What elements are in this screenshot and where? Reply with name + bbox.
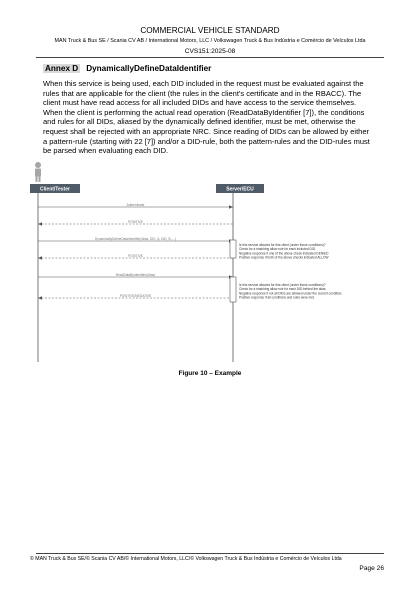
footer-copyright: © MAN Truck & Bus SE/© Scania CV AB/© International Motors, LLC/© Volkswagen Truck & Bus Indústria e Comércio de Veículos Ltda <box>30 556 342 562</box>
arrowhead <box>38 296 42 300</box>
figure-caption: Figure 10 – Example <box>178 370 242 377</box>
message-label: POSITIVE <box>128 253 143 258</box>
footer-divider <box>36 553 384 554</box>
header-subtitle: MAN Truck & Bus SE / Scania CV AB / International Motors, LLC / Volkswagen Truck & Bus Indústria e Comércio de Veículos Ltda <box>54 38 366 44</box>
message-label: ReadDataByIdentifier(Alias) <box>115 272 156 277</box>
message-label: Authenticate <box>126 202 145 207</box>
activation-bar <box>230 277 236 302</box>
server-label: Server/ECU <box>226 186 254 193</box>
body-paragraph: When this service is being used, each DID included in the request must be evaluated against the rules that are applicable for the client (the rules in the client's certificate and in the RBACC). The client must have read access for all included DIDs and have access to the service themselves. When the client is performing the actual read operation (ReadDataByIdentifier [7]), the conditions and rules for all DIDs, aliased by the dynamically defined identifier, must be met, otherwise the request shall be rejected with an appropriate NRC. Since reading of DIDs can be allowed by either a pattern-rule (starting with 22 [7]) and/or a DID-rule, both the pattern-rules and the DID-rules must be parsed when evaluating each DID. <box>43 79 370 156</box>
arrowhead <box>229 205 233 209</box>
note-2: Is this service allowed for this client (under those conditions)? Check for a matching allow rule for each DID behind the alias. Negative response if not all DIDs are allowed under the current condition. Positive response if all conditions and rules were met. <box>239 283 343 300</box>
message-label: POSITIVE <box>128 219 143 224</box>
actor-icon <box>35 162 41 182</box>
client-label: Client/Tester <box>40 186 70 193</box>
header-divider <box>36 57 384 58</box>
header-title: COMMERCIAL VEHICLE STANDARD <box>140 26 280 35</box>
document-code: CVS151:2025-08 <box>184 48 236 55</box>
note-1: Is this service allowed for this client (under those conditions)? Check for a matching allow rule for each included DID. Negative response if one of the above check indicated DENIED Positive response if both of the above checks indicated ALLOW <box>239 243 329 260</box>
message-label: POSITIVE/NEGATIVE <box>119 293 152 298</box>
annex-label: Annex D <box>45 64 79 73</box>
sequence-diagram <box>30 160 410 380</box>
arrowhead <box>38 222 42 226</box>
activation-bar <box>230 240 236 258</box>
annex-title: DynamicallyDefineDataIdentifier <box>86 64 212 73</box>
page-number: Page 26 <box>359 565 384 572</box>
message-label: DynamicallyDefineDataIdentifier(Alias, DID_A, DID_B, ...) <box>94 236 177 241</box>
annex-heading <box>43 64 211 73</box>
arrowhead <box>38 256 42 260</box>
